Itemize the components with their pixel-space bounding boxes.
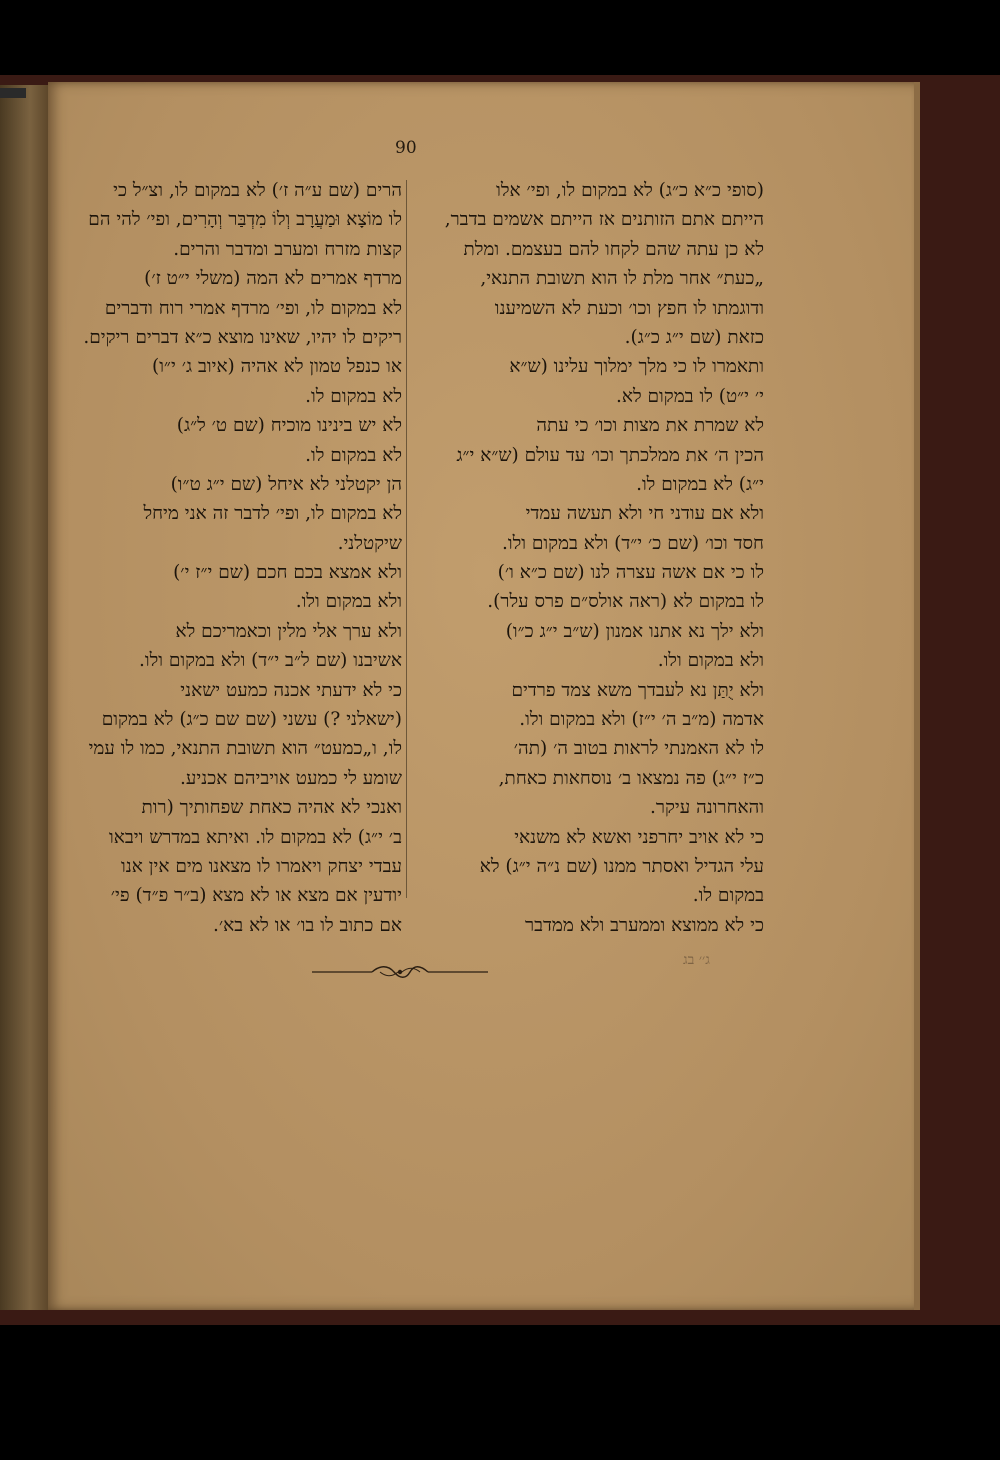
text-line: ודוגמתו לו חפץ וכו׳ וכעת לא השמיענו (494, 297, 764, 319)
text-line: הכין ה׳ את ממלכתך וכו׳ עד עולם (ש״א י״ג (456, 444, 764, 466)
text-line: כ״ז י״ג) פה נמצאו ב׳ נוסחאות כאחת, (498, 767, 764, 789)
text-line: ואנכי לא אהיה כאחת שפחותיך (רות (141, 797, 402, 819)
text-line: ולא ערך אלי מלין וכאמריכם לא (175, 620, 402, 642)
text-line: לו כי אם אשה עצרה לנו (שם כ״א ו׳) (497, 562, 764, 584)
text-line: חסד וכו׳ (שם כ׳ י״ד) ולא במקום ולו. (501, 532, 764, 554)
text-line: יודעין אם מצא או לא מצא (ב״ר פ״ד) פי׳ (110, 885, 402, 907)
text-line: קצות מזרח ומערב ומדבר והרים. (173, 238, 402, 260)
text-line: לו, ו„כמעט״ הוא תשובת התנאי, כמו לו עמי (88, 738, 402, 760)
text-line: ולא יֻתַּן נא לעבדך משא צמד פרדים (511, 679, 764, 701)
column-divider (406, 180, 407, 898)
text-line: הרים (שם ע״ה ז׳) לא במקום לו, וצ״ל כי (113, 180, 402, 201)
text-line: י׳ י״ט) לו במקום לא. (616, 385, 764, 407)
text-line: הן יקטלני לא איחל (שם י״ג ט״ו) (170, 473, 402, 495)
text-line: אשיבנו (שם ל״ב י״ד) ולא במקום ולו. (138, 650, 402, 672)
text-line: עלי הגדיל ואסתר ממנו (שם נ״ה י״ג) לא (479, 855, 764, 877)
text-line: ריקים לו יהיו, שאינו מוצא כ״א דברים ריקים. (83, 326, 402, 348)
previous-page-edge (0, 85, 50, 1310)
text-line: כזאת (שם י״ג כ״ג). (624, 326, 764, 348)
text-line: כי לא אויב יחרפני ואשא לא משנאי (514, 826, 764, 848)
text-line: (סופי כ״א כ״ג) לא במקום לו, ופי׳ אלו (496, 180, 764, 201)
text-line: כי לא ידעתי אכנה כמעט ישאני (180, 679, 402, 701)
text-line: ולא במקום ולו. (295, 591, 402, 613)
bookmark-ribbon (0, 88, 26, 98)
text-line: לא כן עתה שהם לקחו להם בעצמם. ומלת (463, 238, 764, 260)
text-line: „כעת״ אחר מלת לו הוא תשובת התנאי, (480, 268, 764, 290)
text-line: לו לא האמנתי לראות בטוב ה׳ (תה׳ (513, 738, 764, 760)
text-line: מרדף אמרים לא המה (משלי י״ט ז׳) (144, 268, 402, 290)
text-line: במקום לו. (692, 885, 764, 907)
text-line: ב׳ י״ג) לא במקום לו. ואיתא במדרש ויבאו (108, 826, 402, 848)
text-line: שיקטלני. (337, 532, 402, 554)
text-line: ולא אם עודני חי ולא תעשה עמדי (525, 503, 764, 525)
text-line: והאחרונה עיקר. (650, 797, 764, 819)
text-line: אדמה (מ״ב ה׳ י״ז) ולא במקום ולו. (519, 709, 764, 731)
text-line: לו מוֹצָא וּמַעֲרָב וְלוֹ מִדְבַּר וְהָרִים, ופי׳ להי הם (88, 209, 402, 231)
text-line: אם כתוב לו בו׳ או לא בא׳. (213, 914, 402, 936)
left-column (52, 176, 402, 940)
text-line: ותאמרו לו כי מלך ימלוך עלינו (ש״א (509, 356, 764, 378)
text-line: לא במקום לו. (305, 385, 402, 407)
text-line: שומע לי כמעט אויביהם אכניע. (180, 767, 402, 789)
text-line: ולא במקום ולו. (657, 650, 764, 672)
page-edge (914, 82, 920, 1310)
right-column (412, 176, 764, 940)
text-line: ולא אמצא בכם חכם (שם י״ז י׳) (173, 562, 402, 584)
ornament-divider-icon (310, 962, 490, 982)
text-line: לו במקום לא (ראה אולס״ם פרס עלר). (487, 591, 764, 613)
text-line: לא שמרת את מצות וכו׳ כי עתה (536, 415, 764, 437)
text-line: (ישאלני ?) עשני (שם שם כ״ג) לא במקום (101, 709, 402, 731)
text-line: לא במקום לו, ופי׳ לדבר זה אני מיחל (143, 503, 402, 525)
text-line: ולא ילך נא אתנו אמנון (ש״ב י״ג כ״ו) (505, 620, 764, 642)
text-line: או כנפל טמון לא אהיה (איוב ג׳ י״ו) (151, 356, 402, 378)
marginal-pencil-marks: ג׳׳ בג (683, 952, 710, 968)
text-line: לא במקום לו, ופי׳ מרדף אמרי רוח ודברים (104, 297, 402, 319)
text-line: י״ג) לא במקום לו. (636, 473, 764, 495)
page-number: 90 (395, 138, 417, 158)
text-line: הייתם אתם הזותנים אז הייתם אשמים בדבר, (444, 209, 764, 231)
text-line: עבדי יצחק ויאמרו לו מצאנו מים אין אנו (121, 855, 402, 877)
text-line: לא יש בינינו מוכיח (שם ט׳ ל״ג) (176, 415, 402, 437)
text-line: כי לא ממוצא וממערב ולא ממדבר (525, 914, 764, 936)
text-line: לא במקום לו. (305, 444, 402, 466)
